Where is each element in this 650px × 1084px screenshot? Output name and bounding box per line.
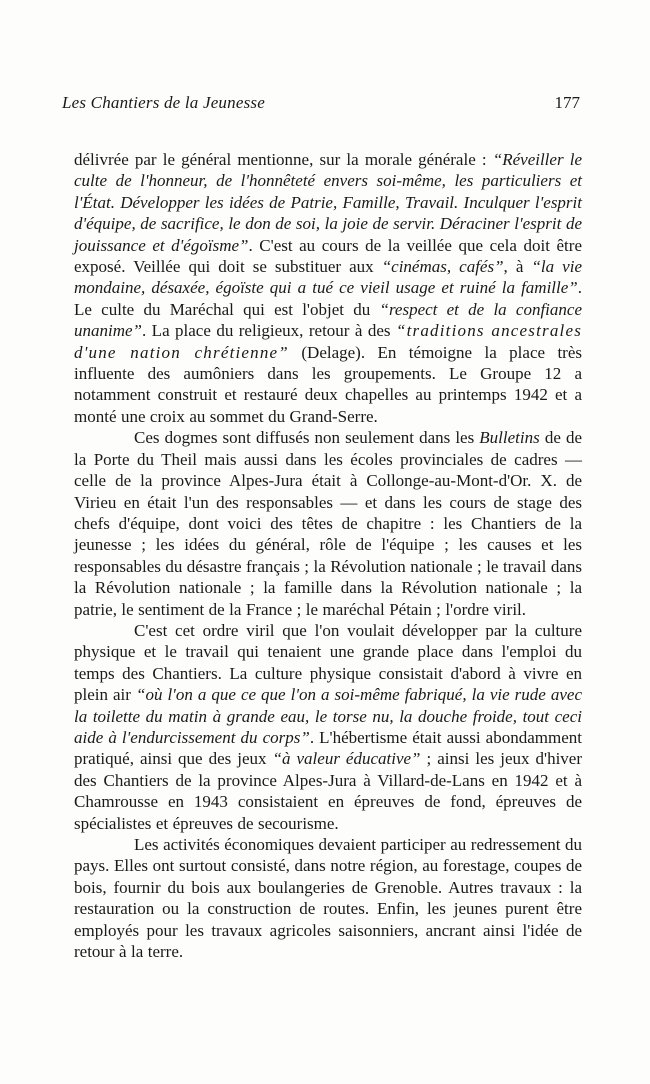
quotation: “cinémas, cafés” — [381, 257, 504, 277]
text-run: C'est cet ordre viril que l'on voulait développer par la culture physique et le travail qui tenaient une grande place dans l'emploi du temps des Chantiers. La culture physique consistait d'abord à vivre en plein air — [74, 620, 582, 705]
running-header-title: Les Chantiers de la Jeunesse — [62, 93, 265, 112]
quotation: “à valeur éducative” — [272, 749, 421, 769]
page-number: 177 — [554, 93, 580, 112]
paragraph — [74, 620, 582, 834]
text-run: de de la Porte du Theil mais aussi dans les écoles provinciales de cadres — celle de la province Alpes-Jura était à Collonge-au-Mont-d'Or. X. de Virieu en était l'un des responsables — et dans les cours de stage des chefs d'équipe, dont voici des têtes de chapitre : les Chantiers de la jeunesse ; les idées du général, rôle de l'équipe ; les causes et les responsables du désastre français ; la Révolution nationale ; le travail dans la Révolution nationale ; la famille dans la Révolution nationale ; la patrie, le sentiment de la France ; le maréchal Pétain ; l'ordre viril. — [74, 428, 582, 619]
text-run: Ces dogmes sont diffusés non seulement dans les — [134, 428, 480, 448]
body-text — [74, 149, 582, 962]
quotation: “la vie mondaine, désaxée, égoïste qui a tué ce vieil usage et ruiné la famille” — [74, 257, 582, 298]
text-run: ; ainsi les jeux d'hiver des Chantiers de la province Alpes-Jura à Villard-de-Lans en 1942 et à Chamrousse en 1943 consistaient en épreuves de fond, épreuves de spécialistes et épreuves de secourisme. — [74, 749, 582, 833]
text-run: (Delage). En témoigne la place très influente des aumôniers dans les groupements. Le Groupe 12 a notamment construit et restauré deux chapelles au printemps 1942 et a monté une croix au sommet du Grand-Serre. — [74, 342, 582, 426]
text-run: . Le culte du Maréchal qui est l'objet du — [74, 278, 582, 319]
paragraph — [74, 149, 582, 427]
quotation: “traditions ancestrales d'une nation chrétienne” — [74, 321, 583, 362]
italic-title: Bulletins — [479, 428, 540, 448]
text-run: . La place du religieux, retour à des — [142, 321, 396, 341]
running-header — [62, 92, 580, 116]
text-run: . C'est au cours de la veillée que cela doit être exposé. Veillée qui doit se substituer aux — [74, 235, 582, 277]
paragraph — [74, 427, 582, 620]
text-run: , à — [503, 257, 532, 277]
quotation: “respect et de la confiance unanime” — [74, 299, 582, 341]
paragraph — [74, 834, 582, 962]
text-run: . L'hébertisme était aussi abondamment pratiqué, ainsi que des jeux — [74, 727, 582, 769]
text-run: délivrée par le général mentionne, sur la morale générale : — [74, 150, 493, 169]
quotation: “Réveiller le culte de l'honneur, de l'honnêteté envers soi-même, les particuliers et l'État. Développer les idées de Patrie, Famille, Travail. Inculquer l'esprit d'équipe, de sacrifice, le don de soi, la joie de servir. Déraciner l'esprit de jouissance et d'égoïsme” — [74, 150, 582, 255]
quotation: “où l'on a que ce que l'on a soi-même fabriqué, la vie rude avec la toilette du matin à grande eau, le torse nu, la douche froide, tout ceci aide à l'endurcissement du corps” — [74, 685, 582, 747]
text-run: Les activités économiques devaient participer au redressement du pays. Elles ont surtout consisté, dans notre région, au forestage, coupes de bois, fournir du bois aux boulangeries de Grenoble. Autres travaux : la restauration ou la construction de routes. Enfin, les jeunes purent être employés pour les travaux agricoles saisonniers, ancrant ainsi l'idée de retour à la terre. — [74, 835, 582, 962]
